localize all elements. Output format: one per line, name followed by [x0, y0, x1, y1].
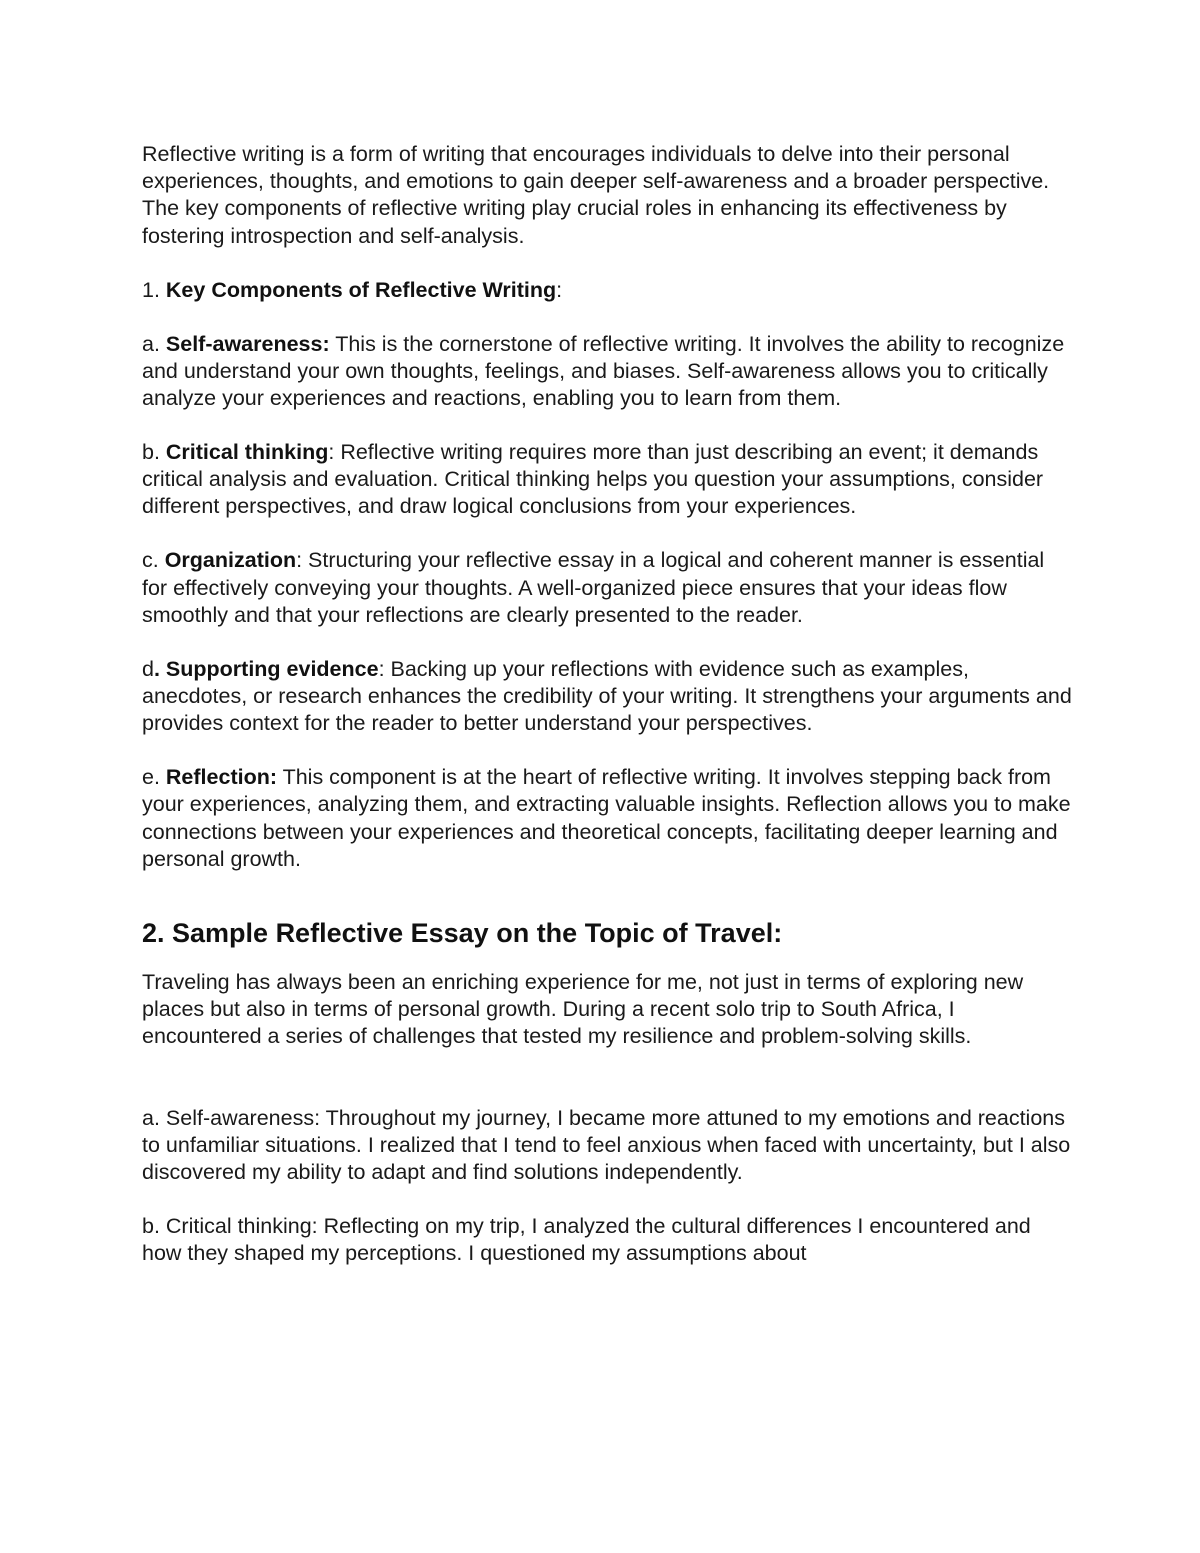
- section-2-heading: 2. Sample Reflective Essay on the Topic of Travel:: [142, 918, 783, 949]
- component-term: Self-awareness:: [165, 331, 330, 356]
- component-prefix: d: [142, 656, 154, 681]
- component-prefix: a.: [142, 331, 166, 356]
- component-critical-thinking: [142, 439, 1072, 521]
- intro-paragraph: Reflective writing is a form of writing that encourages individuals to delve into their personal experiences, thoughts, and emotions to gain deeper self-awareness and a broader perspective. The key components of reflective writing play crucial roles in enhancing its effectiveness by fostering introspection and self-analysis.: [142, 142, 1050, 248]
- document-body: [142, 141, 1072, 1294]
- component-term: Critical thinking: [165, 440, 329, 465]
- component-reflection: [142, 764, 1072, 873]
- essay-intro-paragraph: Traveling has always been an enriching experience for me, not just in terms of exploring new places but also in terms of personal growth. During a recent solo trip to South Africa, I encountered a series of challenges that tested my resilience and problem-solving skills.: [142, 970, 1024, 1049]
- component-term: Reflection:: [165, 765, 277, 790]
- component-organization: [142, 547, 1072, 629]
- section-1-title: Key Components of Reflective Writing: [165, 277, 557, 302]
- component-term: . Supporting evidence: [153, 656, 379, 681]
- component-text: : Structuring your reflective essay in a logical and coherent manner is essential for effectively conveying your thoughts. A well-organized piece ensures that your ideas flow smoothly and that your reflections are clearly presented to the reader.: [142, 548, 1045, 627]
- component-text: : Reflective writing requires more than just describing an event; it demands critical analysis and evaluation. Critical thinking helps you question your assumptions, consider different perspectives, and draw logical conclusions from your experiences.: [142, 440, 1044, 519]
- component-self-awareness: [142, 331, 1072, 413]
- component-prefix: e.: [142, 765, 166, 790]
- section-1-heading: [142, 277, 1072, 304]
- section-1-suffix: :: [556, 277, 563, 302]
- section-1-number: 1.: [142, 277, 166, 302]
- component-prefix: c.: [142, 548, 165, 573]
- component-term: Organization: [164, 548, 297, 573]
- component-prefix: b.: [142, 440, 166, 465]
- component-text: This component is at the heart of reflective writing. It involves stepping back from your experiences, analyzing them, and extracting valuable insights. Reflection allows you to make connections between your experiences and theoretical concepts, facilitating deeper learning and personal growth.: [142, 765, 1071, 871]
- component-supporting-evidence: [142, 656, 1072, 738]
- component-text: : Backing up your reflections with evidence such as examples, anecdotes, or research enhances the credibility of your writing. It strengthens your arguments and provides context for the reader to better understand your perspectives.: [142, 656, 1072, 736]
- essay-paragraph: a. Self-awareness: Throughout my journey, I became more attuned to my emotions and reactions to unfamiliar situations. I realized that I tend to feel anxious when faced with uncertainty, but I also discovered my ability to adapt and find solutions independently.: [142, 1105, 1071, 1185]
- component-text: This is the cornerstone of reflective writing. It involves the ability to recognize and understand your own thoughts, feelings, and biases. Self-awareness allows you to critically analyze your experiences and reactions, enabling you to learn from them.: [142, 331, 1065, 411]
- essay-paragraph: b. Critical thinking: Reflecting on my trip, I analyzed the cultural differences I encountered and how they shaped my perceptions. I questioned my assumptions about: [142, 1214, 1031, 1266]
